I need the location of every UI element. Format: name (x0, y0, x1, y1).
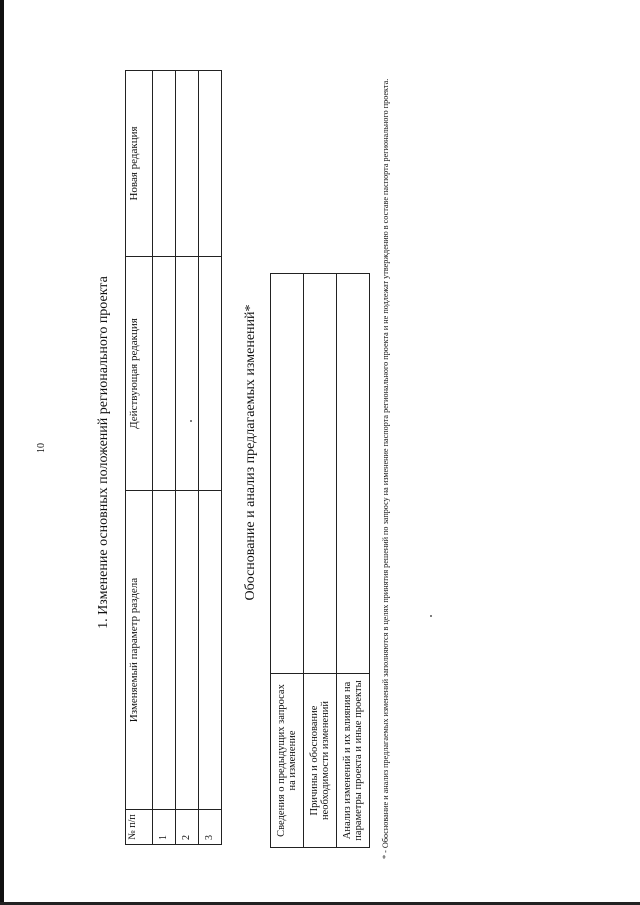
table-row (153, 71, 176, 845)
section1-title: 1. Изменение основных положений регионального проекта (96, 276, 111, 629)
header-new-edition: Новая редакция (126, 71, 153, 257)
analysis-value (337, 274, 370, 674)
table-row (176, 71, 199, 845)
row-parameter (176, 491, 199, 810)
row-parameter (153, 491, 176, 810)
table-row (271, 274, 304, 848)
analysis-label: Причины и обоснование необходимости изменений (304, 674, 337, 848)
header-parameter: Изменяемый параметр раздела (126, 491, 153, 810)
section2-title: Обоснование и анализ предлагаемых изменений* (243, 304, 258, 601)
row-new (199, 71, 222, 257)
row-new (176, 71, 199, 257)
row-current (176, 257, 199, 491)
footnote: * - Обоснование и анализ предлагаемых изменений заполняются в целях принятия решений по запросу на изменение паспорта регионального проекта и не подлежат утверждению в составе паспорта регионального проекта. (381, 78, 390, 859)
table-row (337, 274, 370, 848)
analysis-value (304, 274, 337, 674)
row-current (199, 257, 222, 491)
row-number: 1 (153, 810, 176, 845)
changes-table (125, 70, 222, 845)
header-number: № п/п (126, 810, 153, 845)
row-parameter (199, 491, 222, 810)
analysis-label: Анализ изменений и их влияния на параметры проекта и иные проекты (337, 674, 370, 848)
row-current (153, 257, 176, 491)
analysis-value (271, 274, 304, 674)
row-number: 2 (176, 810, 199, 845)
analysis-label: Сведения о предыдущих запросах на изменение (271, 674, 304, 848)
table-row (304, 274, 337, 848)
analysis-table (270, 273, 370, 848)
row-number: 3 (199, 810, 222, 845)
header-current-edition: Действующая редакция (126, 257, 153, 491)
table-row (199, 71, 222, 845)
page-number: 10 (36, 443, 47, 453)
table-header-row (126, 71, 153, 845)
row-new (153, 71, 176, 257)
